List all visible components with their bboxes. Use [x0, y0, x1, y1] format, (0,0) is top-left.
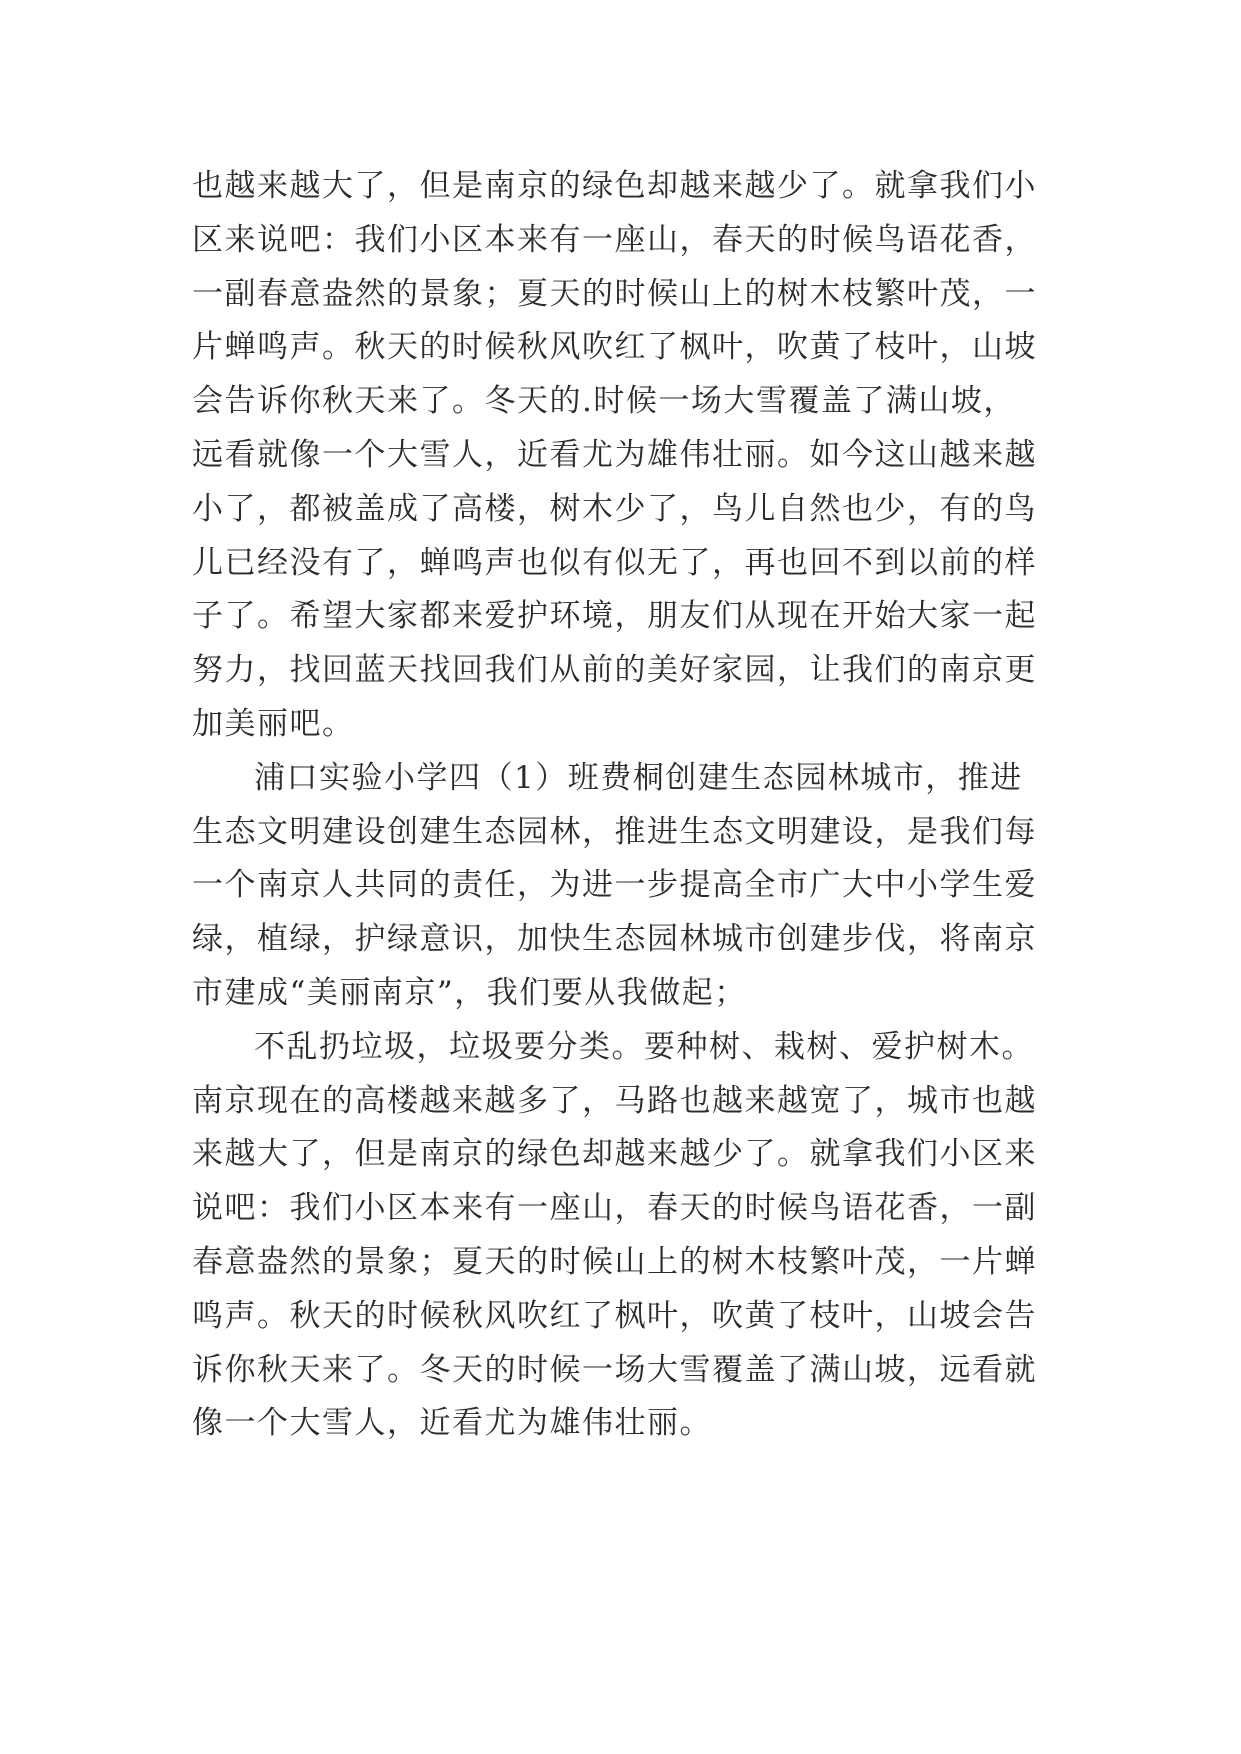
text-line: 也越来越大了，但是南京的绿色却越来越少了。就拿我们小 [192, 168, 1037, 204]
text-line: 诉你秋天来了。冬天的时候一场大雪覆盖了满山坡，远看就 [192, 1351, 1037, 1388]
text-line-indented: 不乱扔垃圾，垃圾要分类。要种树、栽树、爱护树木。 [254, 1028, 1034, 1065]
text-line: 鸣声。秋天的时候秋风吹红了枫叶，吹黄了枝叶，山坡会告 [192, 1297, 1037, 1334]
text-line: 市建成“美丽南京”，我们要从我做起； [192, 974, 747, 1011]
text-line: 儿已经没有了，蝉鸣声也似有似无了，再也回不到以前的样 [192, 544, 1037, 581]
text-line: 子了。希望大家都来爱护环境，朋友们从现在开始大家一起 [192, 598, 1037, 635]
text-line: 努力，找回蓝天找回我们从前的美好家园，让我们的南京更 [192, 652, 1037, 689]
text-line: 加美丽吧。 [192, 705, 355, 742]
text-line: 区来说吧：我们小区本来有一座山，春天的时候鸟语花香， [192, 221, 1037, 258]
text-line: 会告诉你秋天来了。冬天的.时候一场大雪覆盖了满山坡， [192, 383, 1016, 420]
text-line: 来越大了，但是南京的绿色却越来越少了。就拿我们小区来 [192, 1136, 1037, 1173]
document-body [192, 160, 1052, 1451]
text-line: 南京现在的高楼越来越多了，马路也越来越宽了，城市也越 [192, 1082, 1037, 1119]
paragraph-2 [192, 752, 1052, 1021]
paragraph-1 [192, 160, 1052, 752]
text-line: 一副春意盎然的景象；夏天的时候山上的树木枝繁叶茂，一 [192, 275, 1037, 312]
text-line: 像一个大雪人，近看尤为雄伟壮丽。 [192, 1405, 712, 1442]
text-line: 一个南京人共同的责任，为进一步提高全市广大中小学生爱 [192, 867, 1037, 904]
text-line: 片蝉鸣声。秋天的时候秋风吹红了枫叶，吹黄了枝叶，山坡 [192, 329, 1037, 366]
text-line: 小了，都被盖成了高楼，树木少了，鸟儿自然也少，有的鸟 [192, 490, 1037, 527]
paragraph-3 [192, 1021, 1052, 1451]
text-line: 生态文明建设创建生态园林，推进生态文明建设，是我们每 [192, 813, 1037, 850]
text-line: 绿，植绿，护绿意识，加快生态园林城市创建步伐，将南京 [192, 921, 1037, 958]
text-line: 说吧：我们小区本来有一座山，春天的时候鸟语花香，一副 [192, 1190, 1037, 1227]
text-line-indented: 浦口实验小学四（1）班费桐创建生态园林城市，推进 [254, 759, 1023, 796]
text-line: 春意盎然的景象；夏天的时候山上的树木枝繁叶茂，一片蝉 [192, 1243, 1037, 1280]
text-line: 远看就像一个大雪人，近看尤为雄伟壮丽。如今这山越来越 [192, 436, 1037, 473]
